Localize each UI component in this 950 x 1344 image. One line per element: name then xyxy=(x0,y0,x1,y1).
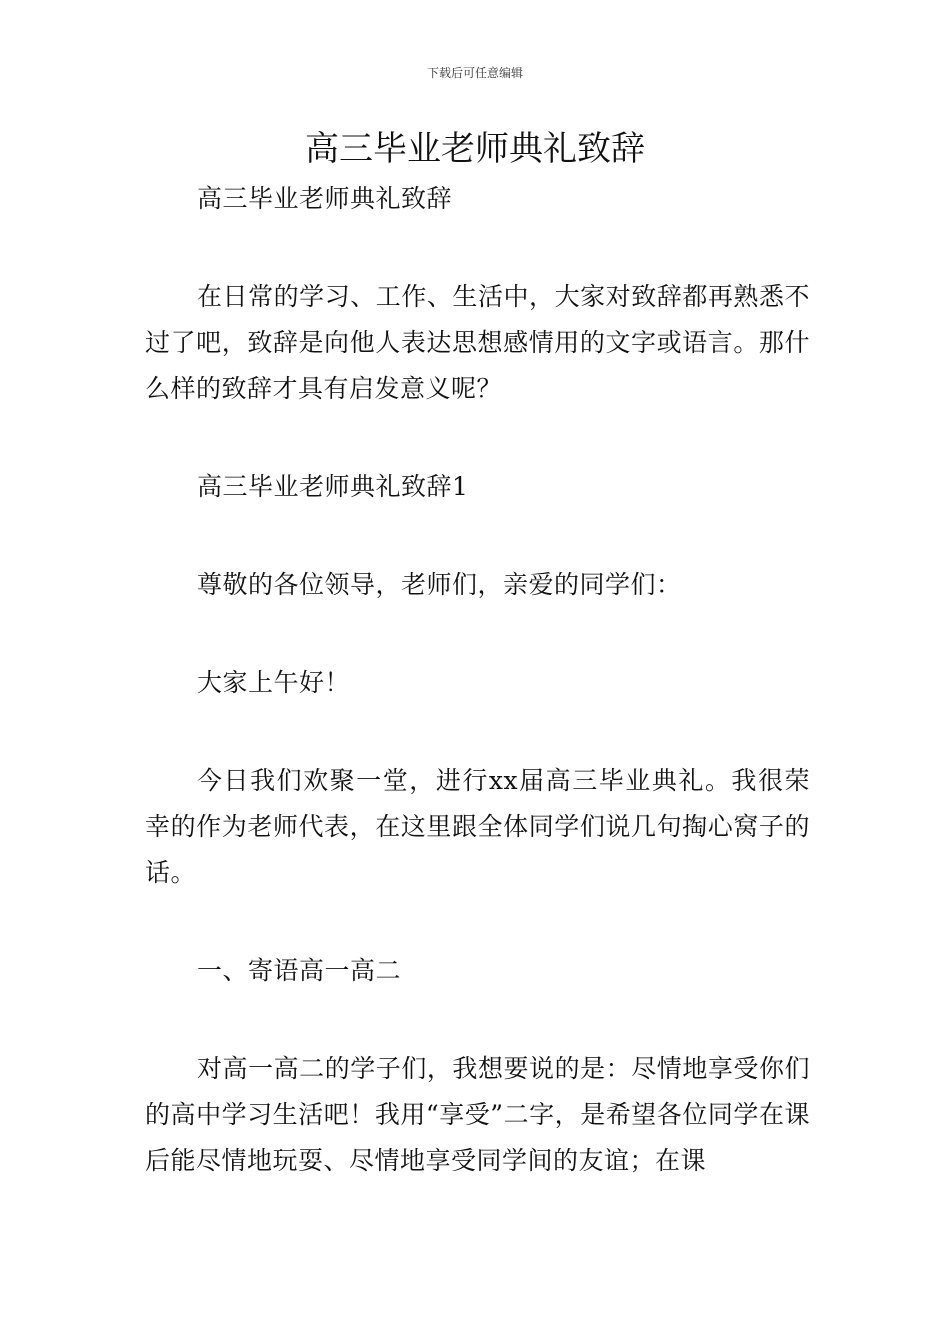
paragraph-opening: 今日我们欢聚一堂，进行xx届高三毕业典礼。我很荣幸的作为老师代表，在这里跟全体同学们说几句掏心窝子的话。 xyxy=(145,766,810,887)
document-body xyxy=(145,176,810,1184)
document-title: 高三毕业老师典礼致辞 xyxy=(305,129,645,169)
paragraph-body: 对高一高二的学子们，我想要说的是：尽情地享受你们的高中学习生活吧！我用“享受”二字，是希望各位同学在课后能尽情地玩耍、尽情地享受同学间的友谊；在课 xyxy=(145,1054,810,1175)
paragraph-greeting: 大家上午好！ xyxy=(197,668,351,697)
paragraph-intro: 在日常的学习、工作、生活中，大家对致辞都再熟悉不过了吧，致辞是向他人表达思想感情用的文字或语言。那什么样的致辞才具有启发意义呢？ xyxy=(145,282,810,403)
header-note: 下载后可任意编辑 xyxy=(426,66,523,80)
paragraph-subheading: 一、寄语高一高二 xyxy=(197,956,402,985)
paragraph-salutation: 尊敬的各位领导，老师们，亲爱的同学们： xyxy=(197,570,682,599)
paragraph-section-heading: 高三毕业老师典礼致辞1 xyxy=(197,472,469,501)
paragraph-subtitle: 高三毕业老师典礼致辞 xyxy=(197,184,453,213)
